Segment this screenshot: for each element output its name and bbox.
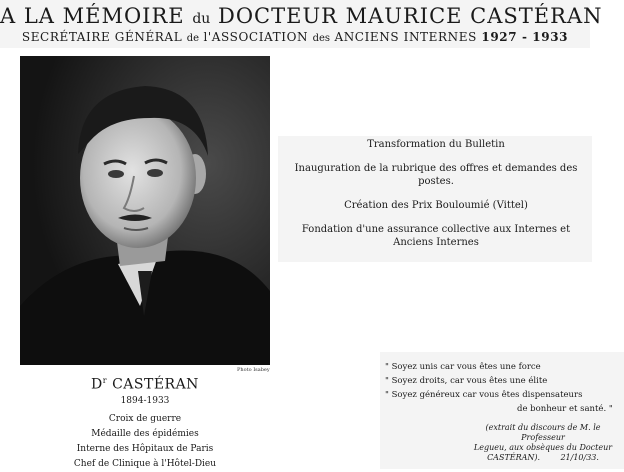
subtitle-des: des [312,33,331,44]
subtitle-part2: l'ASSOCIATION [203,30,309,44]
quotes-block [385,360,615,416]
caption-surname: CASTÉRAN [112,376,199,393]
achievements-list [281,138,591,260]
quote-line: " Soyez unis car vous êtes une force [385,362,541,372]
honor-item: Médaille des épidémies [91,428,199,439]
source-line: (extrait du discours de M. le Professeur [485,423,601,442]
quote-line: " Soyez généreux car vous êtes dispensateurs [385,390,583,400]
quote-line: " Soyez droits, car vous êtes une élite [385,376,548,386]
title-du: du [192,11,211,27]
quote-line: de bonheur et santé. " [517,404,613,414]
photo-credit: Photo Isabey [237,367,270,373]
caption-prefix-sup: r [102,376,108,385]
page-title [0,4,603,28]
quote-source [468,423,618,463]
achievement-item: Fondation d'une assurance collective aux Internes et Anciens Internes [301,224,571,248]
honor-item: Interne des Hôpitaux de Paris [76,443,214,454]
achievement-item: Création des Prix Bouloumié (Vittel) [344,200,528,211]
subtitle-years: 1927 - 1933 [481,30,569,44]
source-line: Legueu, aux obsèques du Docteur [473,443,613,452]
source-name: CASTÉRAN). [487,453,541,462]
source-line [468,453,618,463]
caption-prefix: D [91,376,103,393]
subtitle-de: de [186,33,200,44]
honor-item: Croix de guerre [108,413,182,424]
source-date: 21/10/33. [560,453,599,462]
page-subtitle [0,30,590,44]
achievement-item: Inauguration de la rubrique des offres et demandes des postes. [294,163,578,187]
honor-item: Chef de Clinique à l'Hôtel-Dieu [73,458,217,469]
caption-years: 1894-1933 [120,395,170,406]
title-part1: A LA MÉMOIRE [0,4,185,28]
portrait-caption [40,372,250,472]
subtitle-part3: ANCIENS INTERNES [334,30,477,44]
caption-honors [40,412,250,472]
achievement-item: Transformation du Bulletin [367,139,505,150]
portrait-illustration [20,56,270,365]
subtitle-part1: SECRÉTAIRE GÉNÉRAL [21,30,183,44]
title-part2: DOCTEUR MAURICE CASTÉRAN [217,4,603,28]
portrait-photo [20,56,270,365]
caption-name [40,372,250,394]
